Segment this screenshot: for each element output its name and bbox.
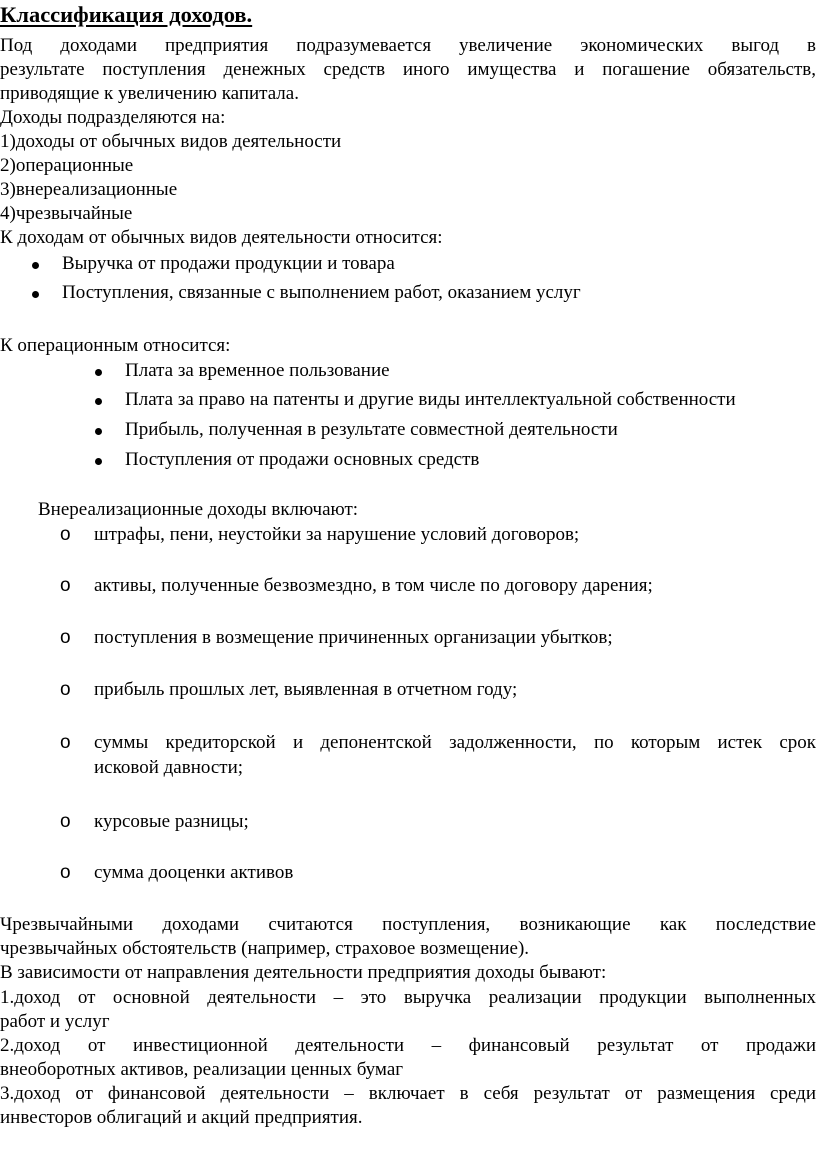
operational-item: Плата за право на патенты и другие виды интеллектуальной собственности <box>125 389 736 410</box>
type-item: 1)доходы от обычных видов деятельности <box>0 131 342 152</box>
direction-item-2-cont: внеоборотных активов, реализации ценных бумаг <box>0 1059 404 1080</box>
nonoperating-item: штрафы, пени, неустойки за нарушение условий договоров; <box>94 524 580 545</box>
circle-bullet-icon: o <box>60 679 71 700</box>
operational-item: Прибыль, полученная в результате совместной деятельности <box>125 419 618 440</box>
direction-item-1: 1.доход от основной деятельности – это выручка реализации продукции выполненных <box>0 987 816 1008</box>
subdivide-heading: Доходы подразделяются на: <box>0 107 226 128</box>
page-title: Классификация доходов. <box>0 2 253 27</box>
direction-item-3-cont: инвесторов облигаций и акций предприятия. <box>0 1107 363 1128</box>
direction-item-3: 3.доход от финансовой деятельности – включает в себя результат от размещения среди <box>0 1083 816 1104</box>
circle-bullet-icon: o <box>60 811 71 832</box>
nonoperating-item: суммы кредиторской и депонентской задолженности, по которым истек срок <box>94 732 816 753</box>
nonoperating-item: сумма дооценки активов <box>94 862 294 883</box>
nonoperating-item: курсовые разницы; <box>94 811 249 832</box>
intro-line-2: результате поступления денежных средств иного имущества и погашение обязательств, <box>0 59 816 80</box>
circle-bullet-icon: o <box>60 524 71 545</box>
intro-line-3: приводящие к увеличению капитала. <box>0 83 299 104</box>
ordinary-heading: К доходам от обычных видов деятельности относится: <box>0 227 443 248</box>
bullet-icon <box>95 369 102 376</box>
type-item: 2)операционные <box>0 155 134 176</box>
nonoperating-heading: Внереализационные доходы включают: <box>38 499 359 520</box>
nonoperating-item: активы, полученные безвозмездно, в том числе по договору дарения; <box>94 575 653 596</box>
circle-bullet-icon: o <box>60 732 71 753</box>
extraordinary-line-1: Чрезвычайными доходами считаются поступления, возникающие как последствие <box>0 914 816 935</box>
nonoperating-item: поступления в возмещение причиненных организации убытков; <box>94 627 613 648</box>
bullet-icon <box>32 262 39 269</box>
circle-bullet-icon: o <box>60 627 71 648</box>
direction-heading: В зависимости от направления деятельности предприятия доходы бывают: <box>0 962 607 983</box>
ordinary-item: Выручка от продажи продукции и товара <box>62 253 395 274</box>
bullet-icon <box>95 458 102 465</box>
circle-bullet-icon: o <box>60 862 71 883</box>
type-item: 4)чрезвычайные <box>0 203 133 224</box>
operational-item: Плата за временное пользование <box>125 360 390 381</box>
circle-bullet-icon: o <box>60 575 71 596</box>
direction-item-1-cont: работ и услуг <box>0 1011 110 1032</box>
type-item: 3)внереализационные <box>0 179 178 200</box>
ordinary-item: Поступления, связанные с выполнением работ, оказанием услуг <box>62 282 581 303</box>
bullet-icon <box>95 428 102 435</box>
operational-heading: К операционным относится: <box>0 335 231 356</box>
bullet-icon <box>95 398 102 405</box>
operational-item: Поступления от продажи основных средств <box>125 449 480 470</box>
bullet-icon <box>32 291 39 298</box>
nonoperating-item: прибыль прошлых лет, выявленная в отчетном году; <box>94 679 518 700</box>
intro-line-1: Под доходами предприятия подразумевается увеличение экономических выгод в <box>0 35 816 56</box>
extraordinary-line-2: чрезвычайных обстоятельств (например, страховое возмещение). <box>0 938 530 959</box>
nonoperating-item-cont: исковой давности; <box>94 757 244 778</box>
direction-item-2: 2.доход от инвестиционной деятельности – финансовый результат от продажи <box>0 1035 816 1056</box>
